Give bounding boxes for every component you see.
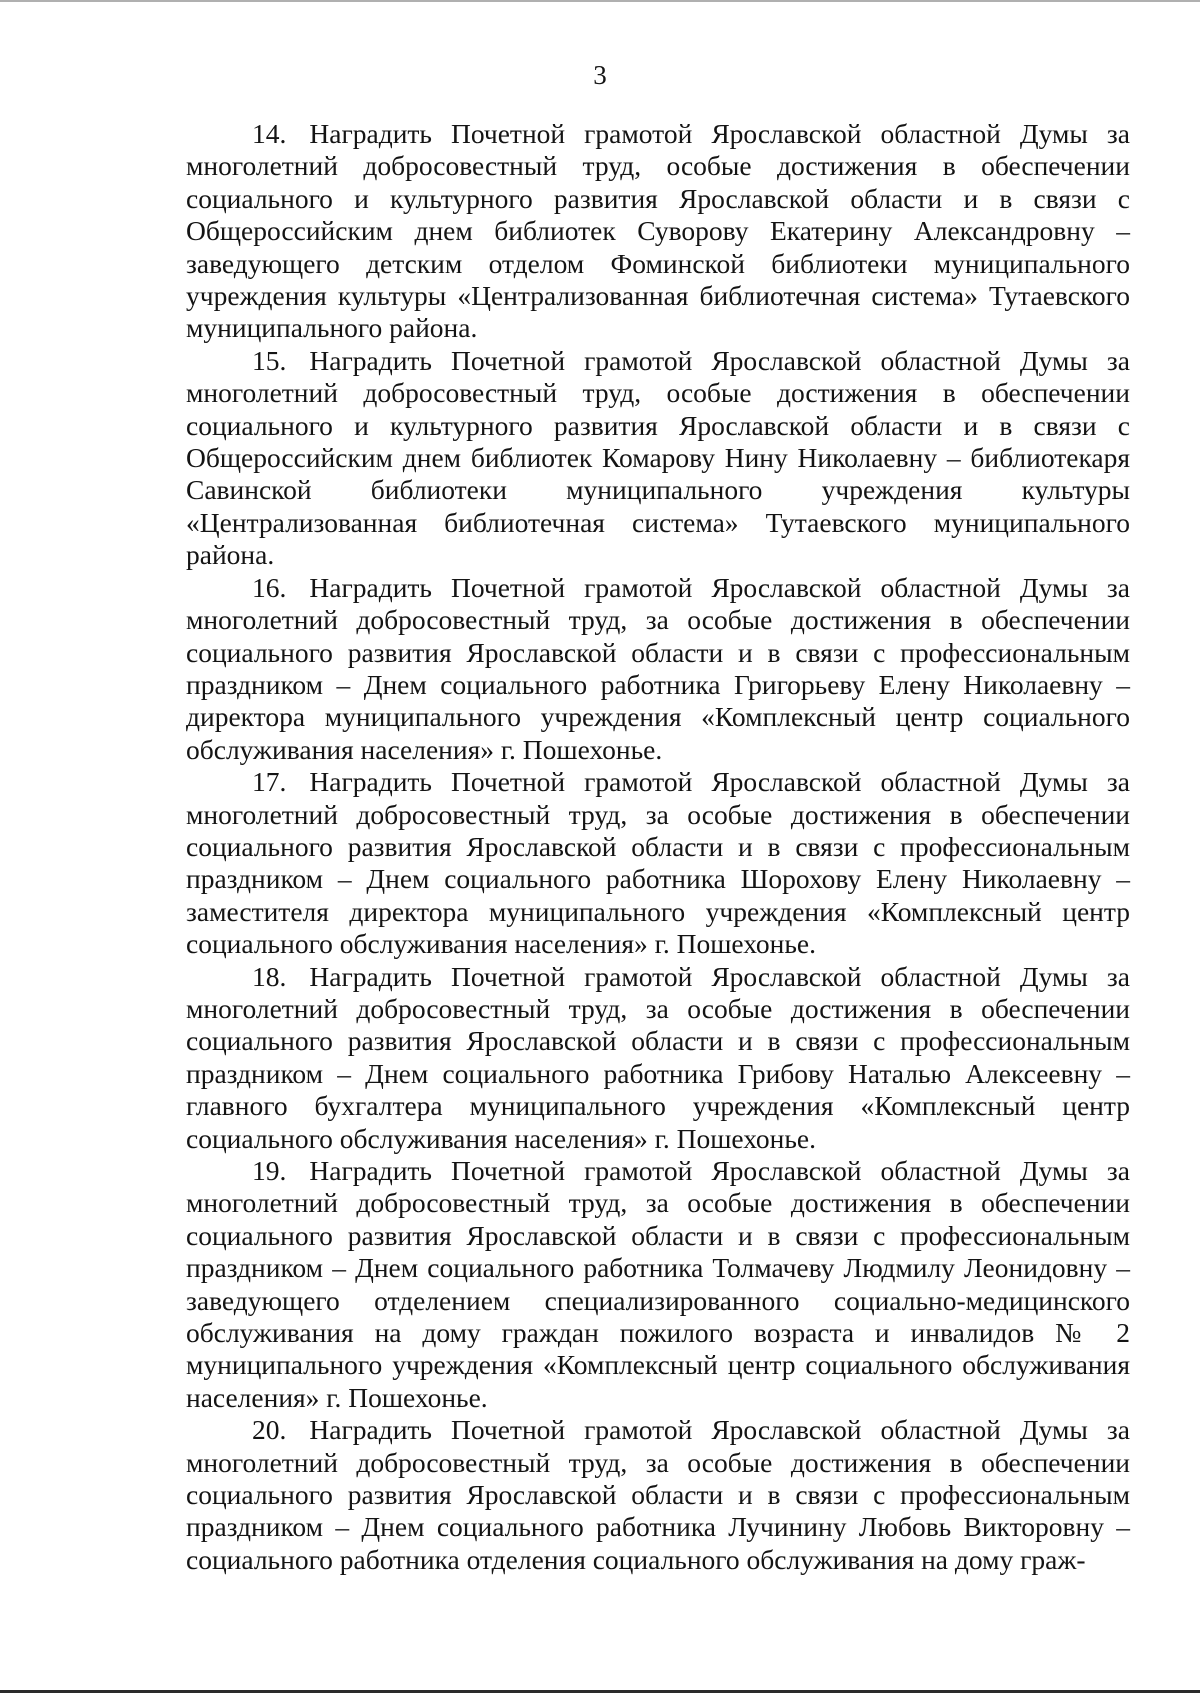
paragraph-text: Наградить Почетной грамотой Ярославской областной Думы за многолетний добросовестный труд, за особые достижения в обеспечении социального развития Ярославской области и в связи с профессиональным праздником – Днем социального работника Григорьеву Елену Николаевну – директора муниципального учреждения «Комплексный центр социального обслуживания населения» г. Пошехонье. <box>186 571 1131 765</box>
paragraph-number: 18. <box>252 960 287 992</box>
paragraph-text: Наградить Почетной грамотой Ярославской областной Думы за многолетний добросовестный труд, особые достижения в обеспечении социального и культурного развития Ярославской области и в связи с Общероссийским днем библиотек Суворову Екатерину Александровну – заведующего детским отделом Фоминской библиотеки муниципального учреждения культуры «Централизованная библиотечная система» Тутаевского муниципального района. <box>186 118 1131 344</box>
paragraph-17 <box>186 766 1130 960</box>
paragraph-number: 16. <box>252 571 287 603</box>
paragraph-number: 19. <box>252 1155 287 1186</box>
paragraph-text: Наградить Почетной грамотой Ярославской областной Думы за многолетний добросовестный труд, особые достижения в обеспечении социального и культурного развития Ярославской области и в связи с Общероссийским днем библиотек Комарову Нину Николаевну – библиотекаря Савинской библиотеки муниципального учреждения культуры «Централизованная библиотечная система» Тутаевского муниципального района. <box>186 344 1131 571</box>
document-body <box>186 118 1130 1576</box>
paragraph-18 <box>186 961 1130 1155</box>
paragraph-text: Наградить Почетной грамотой Ярославской областной Думы за многолетний добросовестный труд, за особые достижения в обеспечении социального развития Ярославской области и в связи с профессиональным праздником – Днем социального работника Шорохову Елену Николаевну – заместителя директора муниципального учреждения «Комплексный центр социального обслуживания населения» г. Пошехонье. <box>186 766 1131 960</box>
paragraph-text: Наградить Почетной грамотой Ярославской областной Думы за многолетний добросовестный труд, за особые достижения в обеспечении социального развития Ярославской области и в связи с профессиональным праздником – Днем социального работника Грибову Наталью Алексеевну – главного бухгалтера муниципального учреждения «Комплексный центр социального обслуживания населения» г. Пошехонье. <box>186 960 1131 1154</box>
paragraph-text: Наградить Почетной грамотой Ярославской областной Думы за многолетний добросовестный труд, за особые достижения в обеспечении социального развития Ярославской области и в связи с профессиональным праздником – Днем социального работника Толмачеву Людмилу Леонидовну – заведующего отделением специализированного социально-медицинского обслуживания на дому граждан пожилого возраста и инвалидов № 2 муниципального учреждения «Комплексный центр социального обслуживания населения» г. Пошехонье. <box>186 1155 1131 1413</box>
paragraph-text: Наградить Почетной грамотой Ярославской областной Думы за многолетний добросовестный труд, за особые достижения в обеспечении социального развития Ярославской области и в связи с профессиональным праздником – Днем социального работника Лучинину Любовь Викторовну – социального работника отделения социального обслуживания на дому граж- <box>186 1414 1131 1575</box>
paragraph-number: 14. <box>252 118 287 149</box>
paragraph-19 <box>186 1155 1130 1414</box>
paragraph-20 <box>186 1414 1130 1576</box>
paragraph-15 <box>186 345 1130 572</box>
paragraph-number: 17. <box>252 766 287 798</box>
paragraph-16 <box>186 572 1130 766</box>
paragraph-number: 20. <box>252 1414 287 1446</box>
paragraph-number: 15. <box>252 344 287 376</box>
paragraph-14 <box>186 118 1130 345</box>
page-number: 3 <box>593 60 607 90</box>
